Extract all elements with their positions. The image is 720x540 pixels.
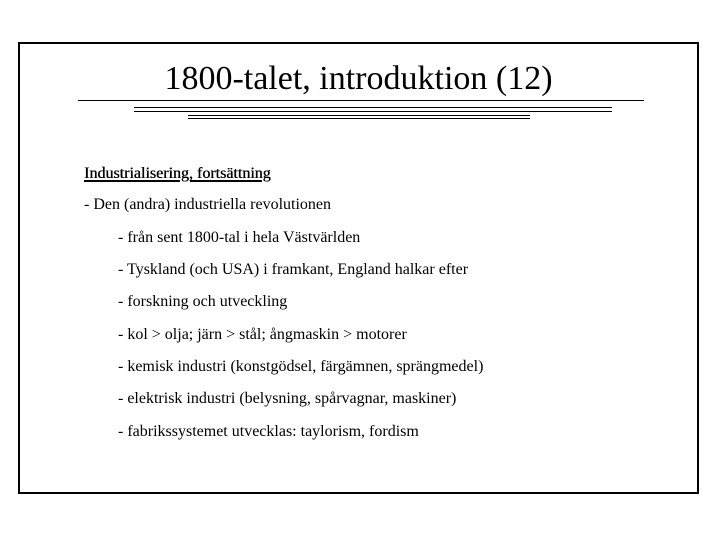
title-rule bbox=[134, 107, 612, 108]
slide-frame bbox=[18, 42, 699, 494]
intro-line: - Den (andra) industriella revolutionen bbox=[84, 196, 332, 213]
bullet-item: - fabrikssystemet utvecklas: taylorism, fordism bbox=[118, 423, 419, 440]
title-rule bbox=[134, 111, 612, 112]
bullet-item: - Tyskland (och USA) i framkant, England halkar efter bbox=[118, 261, 469, 278]
bullet-item: - kol > olja; järn > stål; ångmaskin > motorer bbox=[118, 326, 407, 343]
slide-title: 1800-talet, introduktion (12) bbox=[164, 60, 553, 97]
bullet-item: - från sent 1800-tal i hela Västvärlden bbox=[118, 229, 361, 246]
bullet-item: - kemisk industri (konstgödsel, färgämnen, sprängmedel) bbox=[118, 358, 484, 375]
title-rule bbox=[78, 100, 644, 101]
title-rule bbox=[188, 115, 530, 116]
bullet-item: - elektrisk industri (belysning, spårvagnar, maskiner) bbox=[118, 390, 457, 407]
section-heading: Industrialisering, fortsättning bbox=[84, 165, 271, 182]
bullet-item: - forskning och utveckling bbox=[118, 293, 288, 310]
title-rule bbox=[188, 118, 530, 119]
